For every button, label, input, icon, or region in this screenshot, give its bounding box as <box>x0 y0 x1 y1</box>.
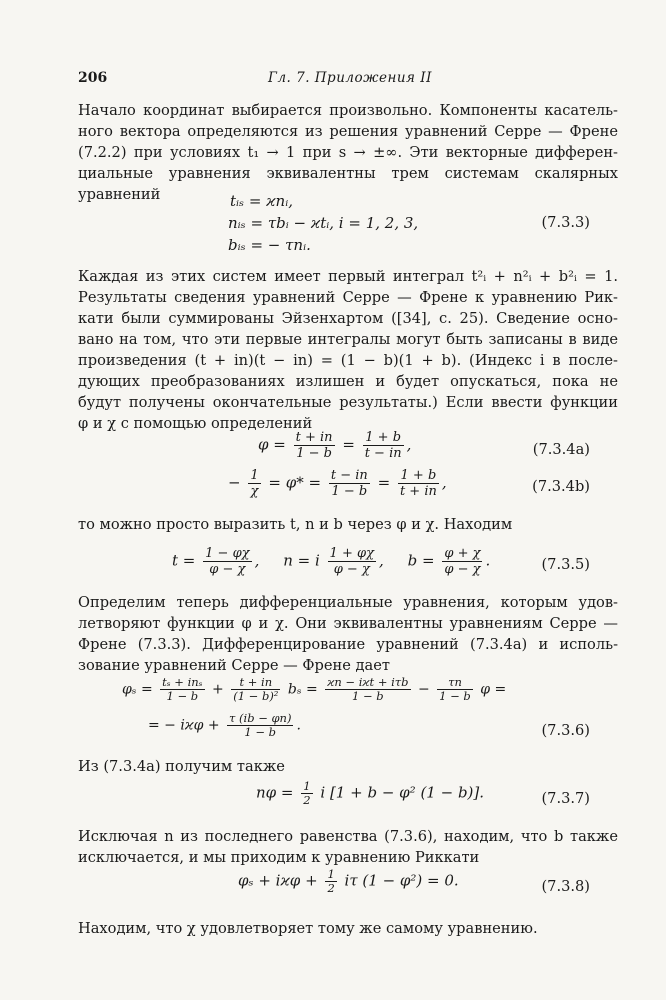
paragraph-from-734a <box>78 756 618 777</box>
text-line: ного вектора определяются из решения уравнений Серре — Френе <box>78 123 618 140</box>
fraction: $\frac{t + in}{1 - b}$ <box>295 430 333 461</box>
fraction: $\frac{\tau (ib - \varphi n)}{1 - b}$ <box>229 711 292 739</box>
text-line: Определим теперь дифференциальные уравнения, которым удов- <box>78 594 618 611</box>
equation-number: (7.3.4a) <box>532 441 590 458</box>
fraction: $\frac{1 + b}{t - in}$ <box>364 430 402 461</box>
equation-738: φₛ + iϰφ + $\frac{1}{2}$ iτ (1 − φ²) = 0. <box>238 867 459 895</box>
text-line: Исключая n из последнего равенства (7.3.6), находим, что b также <box>78 828 618 845</box>
paragraph-conclusion <box>78 918 618 939</box>
equation-736-line2: = − iϰφ + $\frac{\tau (ib - \varphi n)}{1 - b}$ . <box>148 711 301 739</box>
text-line: произведения (t + in)(t − in) = (1 − b)(1 + b). (Индекс i в после- <box>78 352 618 369</box>
fraction: $\frac{\varphi + \chi}{\varphi - \chi}$ <box>444 546 481 577</box>
text-line: будут получены окончательные результаты.) Если ввести функции <box>78 394 618 411</box>
fraction: $\frac{1 + b}{t + in}$ <box>399 468 437 499</box>
text-line: Результаты сведения уравнений Серре — Френе к уравнению Рик- <box>78 289 618 306</box>
equation-737: nφ = $\frac{1}{2}$ i [1 + b − φ² (1 − b)]. <box>256 779 485 807</box>
text-line: циальные уравнения эквивалентны трем системам скалярных <box>78 165 618 182</box>
equation-number: (7.3.7) <box>541 790 590 807</box>
text-line: то можно просто выразить t, n и b через φ и χ. Находим <box>78 516 513 533</box>
equation-733-line1: tᵢₛ = ϰnᵢ, <box>230 192 294 210</box>
paragraph-eliminate <box>78 826 618 868</box>
equation-number: (7.3.3) <box>541 214 590 231</box>
equation-number: (7.3.4b) <box>532 478 590 495</box>
equation-number: (7.3.8) <box>541 878 590 895</box>
eq-lhs: φ = <box>258 435 286 454</box>
paragraph-first-integral <box>78 266 618 434</box>
fraction: $\frac{1}{2}$ <box>327 867 335 895</box>
equation-735: t = $\frac{1 - \varphi\chi}{\varphi - \chi}$ , n = i $\frac{1 + \varphi\chi}{\varphi - \chi}$ , b = $\frac{\varphi + \chi}{\varphi - \chi}$ . <box>172 546 491 577</box>
equation-733-line3: bᵢₛ = − τnᵢ. <box>228 236 311 254</box>
text-line: кати были суммированы Эйзенхартом ([34], с. 25). Сведение осно- <box>78 310 618 327</box>
equation-736-line1: φₛ = $\frac{\text{tₛ + inₛ}}{1 - b}$ + $\frac{t + in}{\text{(1 − b)²}}$ bₛ = $\frac{\text{ϰn − iϰt + iτb}}{1 - b}$ − $\frac{\tau n}{1 - b}$ φ = <box>122 675 507 703</box>
fraction: $\frac{t + in}{\text{(1 − b)²}}$ <box>233 675 279 703</box>
text-line: Каждая из этих систем имеет первый интеграл t²ᵢ + n²ᵢ + b²ᵢ = 1. <box>78 268 618 285</box>
text-line: Из (7.3.4a) получим также <box>78 758 285 775</box>
text-line: летворяют функции φ и χ. Они эквивалентны уравнениям Серре — <box>78 615 618 632</box>
paragraph-intro <box>78 100 618 205</box>
paragraph-express <box>78 514 618 535</box>
fraction: $\frac{1}{2}$ <box>303 779 311 807</box>
paragraph-differential <box>78 592 618 676</box>
text-line: φ и χ с помощью определений <box>78 415 313 432</box>
fraction: $\frac{\text{ϰn − iϰt + iτb}}{1 - b}$ <box>327 675 409 703</box>
page-header <box>78 70 618 92</box>
text-line: (7.2.2) при условиях t₁ → 1 при s → ±∞. Эти векторные дифферен- <box>78 144 618 161</box>
running-head: Гл. 7. Приложения II <box>268 70 432 86</box>
fraction: $\frac{1 + \varphi\chi}{\varphi - \chi}$ <box>329 546 374 577</box>
equation-733-line2: nᵢₛ = τbᵢ − ϰtᵢ, i = 1, 2, 3, <box>228 214 419 232</box>
text-line: вано на том, что эти первые интегралы могут быть записаны в виде <box>78 331 618 348</box>
equation-number: (7.3.5) <box>541 556 590 573</box>
text-line: уравнений <box>78 186 161 203</box>
equation-734b: − $\frac{1}{\chi}$ = φ* = $\frac{t - in}{1 - b}$ = $\frac{1 + b}{t + in}$ , <box>228 468 447 499</box>
text-line: дующих преобразованиях излишен и будет опускаться, пока не <box>78 373 618 390</box>
text-line: Френе (7.3.3). Дифференцирование уравнений (7.3.4a) и исполь- <box>78 636 618 653</box>
text-line: Находим, что χ удовлетворяет тому же самому уравнению. <box>78 920 538 937</box>
text-line: исключается, и мы приходим к уравнению Риккати <box>78 849 480 866</box>
fraction: $\frac{\tau n}{1 - b}$ <box>439 675 471 703</box>
text-line: Начало координат выбирается произвольно. Компоненты касатель- <box>78 102 618 119</box>
equation-734a: φ = $\frac{t + in}{1 - b}$ = $\frac{1 + b}{t - in}$ , <box>258 430 412 461</box>
fraction: $\frac{1}{\chi}$ <box>250 468 259 499</box>
fraction: $\frac{1 - \varphi\chi}{\varphi - \chi}$ <box>205 546 250 577</box>
equation-number: (7.3.6) <box>541 722 590 739</box>
text-line: зование уравнений Серре — Френе дает <box>78 657 390 674</box>
fraction: $\frac{t - in}{1 - b}$ <box>330 468 368 499</box>
page-number: 206 <box>78 70 108 86</box>
fraction: $\frac{\text{tₛ + inₛ}}{1 - b}$ <box>162 675 203 703</box>
